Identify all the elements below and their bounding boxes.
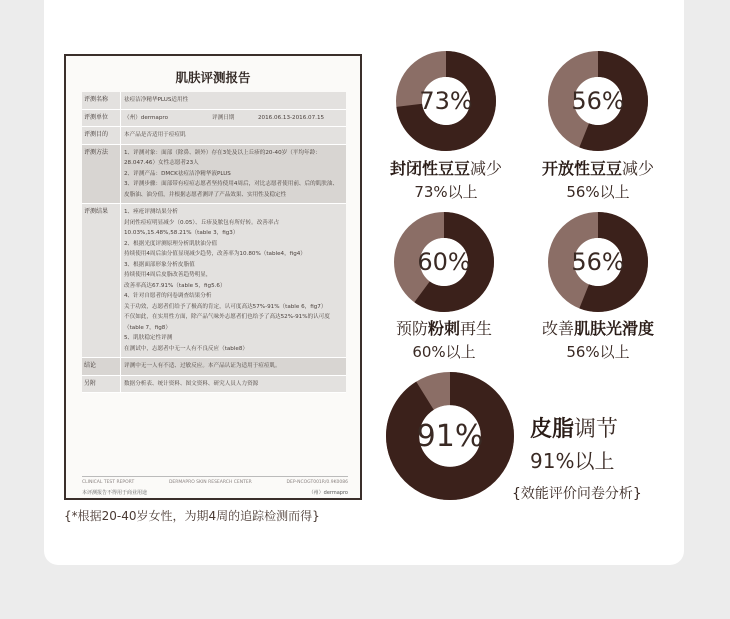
stat-bold: 肌肤光滑度 — [574, 319, 655, 338]
stat-label — [380, 156, 512, 202]
row-key: 评测单位 — [82, 110, 121, 127]
row-key: 评测方法 — [82, 145, 121, 204]
report-row — [82, 204, 346, 358]
stat-label — [525, 316, 671, 362]
report-row — [82, 127, 346, 145]
donut-chart — [386, 372, 514, 500]
row-key: 评测结果 — [82, 204, 121, 357]
unit-value: （州）dermapro — [124, 114, 169, 121]
report-row — [82, 145, 346, 205]
donut-chart — [394, 212, 494, 312]
stat-sub: 91%以上 — [530, 449, 615, 473]
footer-right-2: （州）dermapro — [308, 490, 348, 496]
stat-bold: 粉刺 — [427, 319, 460, 338]
report-row — [82, 92, 346, 110]
stat-label — [532, 156, 664, 202]
row-key: 评测名称 — [82, 92, 121, 109]
skin-test-report — [64, 54, 362, 500]
stat-rest: 减少 — [622, 159, 655, 178]
row-value: 本产品是否适用于痘痘肌 — [124, 132, 186, 138]
donut-percent: 60% — [417, 248, 471, 276]
row-key: 评测目的 — [82, 127, 121, 144]
report-row — [82, 376, 346, 394]
report-row — [82, 358, 346, 376]
stat-sub: 73%以上 — [414, 183, 478, 201]
donut-percent: 56% — [571, 248, 625, 276]
donut-percent: 73% — [419, 87, 473, 115]
row-value: 1、评测对象：面部（除鼻、颌外）存在3处及以上丘疹的20-40岁（平均年龄：28.047.46）女性志愿者23人 2、评测产品：DMCK祛痘洁净精华液PLUS 3、评测步骤：面部带有痘痘志愿者坚持使用4周后，对比志愿者使用前、后的肌肤油、皮脂油、油分值，并根据志愿者测评了产品效果、实用性及稳定性 — [124, 149, 339, 198]
stat-pre: 改善 — [541, 319, 574, 338]
stat-sub: 60%以上 — [412, 343, 476, 361]
survey-note: {效能评价问卷分析} — [512, 486, 642, 502]
donut-percent: 56% — [571, 87, 625, 115]
stat-pre: 预防 — [395, 319, 428, 338]
row-value: 数据分析表、统计资料、图文资料、研究人员人力资源 — [124, 380, 259, 387]
stat-bold: 封闭性豆豆 — [389, 159, 470, 178]
donut-chart — [548, 212, 648, 312]
stat-label — [530, 412, 618, 474]
donut-chart — [548, 51, 648, 151]
footer-mid: DERMAPRO SKIN RESEARCH CENTER — [168, 480, 252, 485]
row-value — [121, 110, 346, 127]
test-note: {*根据20-40岁女性，为期4周的追踪检测而得} — [64, 509, 320, 523]
stat-label — [378, 316, 510, 362]
donut-chart — [396, 51, 496, 151]
footer-right: DEP-NCOGT001R/0.9K0086 — [286, 480, 348, 485]
row-value: 祛痘洁净精华PLUS适用性 — [124, 97, 189, 103]
stat-rest: 调节 — [574, 417, 619, 442]
report-row — [82, 110, 346, 128]
stat-sub: 56%以上 — [566, 183, 630, 201]
date-value: 2016.06.13-2016.07.15 — [258, 114, 325, 121]
report-title: 肌肤评测报告 — [175, 70, 251, 85]
stat-rest: 再生 — [460, 319, 493, 338]
stat-sub: 56%以上 — [566, 343, 630, 361]
report-table — [82, 92, 346, 393]
stat-bold: 皮脂 — [530, 417, 575, 442]
footer-left-2: 本评测报告不得用于商业用途 — [82, 490, 148, 496]
stat-rest: 减少 — [470, 159, 503, 178]
stat-bold: 开放性豆豆 — [541, 159, 622, 178]
date-label: 评测日期 — [212, 114, 235, 121]
row-value: 1、痤疮评测结果分析 封闭性痘痘明显减少（0.05）、丘疹及脓包有所好转。改善率占10.03%,15.48%,58.21%（table 3，fig3） 2、根据光度评测原理分析肌肤油分值 持续使用4周后油分值显现减少趋势，改善率为10.80%（table4，fig4） 3、根据面部形象分析皮脂值 持续使用4周后皮脂改善趋势明显， 改善率高达67.91%（table 5，fig5.6） 4、针对自愿者的问卷调查结果分析 关于功效，志愿者们给予了极高的肯定，认可度高达57%-91%（table 6，fig7） 不仅如此，在实用性方面，除产品气味外志愿者们也给予了高达52%-91%的认可度（table 7，fig8） 5、肌肤稳定性评测 在测试中，志愿者中无一人有不良反应（table8） — [124, 209, 330, 352]
report-footer — [82, 476, 348, 496]
row-value: 评测中无一人有不适、过敏反应。本产品认证为适用于痘痘肌。 — [124, 363, 281, 369]
donut-percent: 91% — [416, 419, 484, 454]
footer-left: CLINICAL TEST REPORT — [82, 480, 135, 485]
row-key: 另附 — [82, 376, 121, 393]
row-key: 结论 — [82, 358, 121, 375]
